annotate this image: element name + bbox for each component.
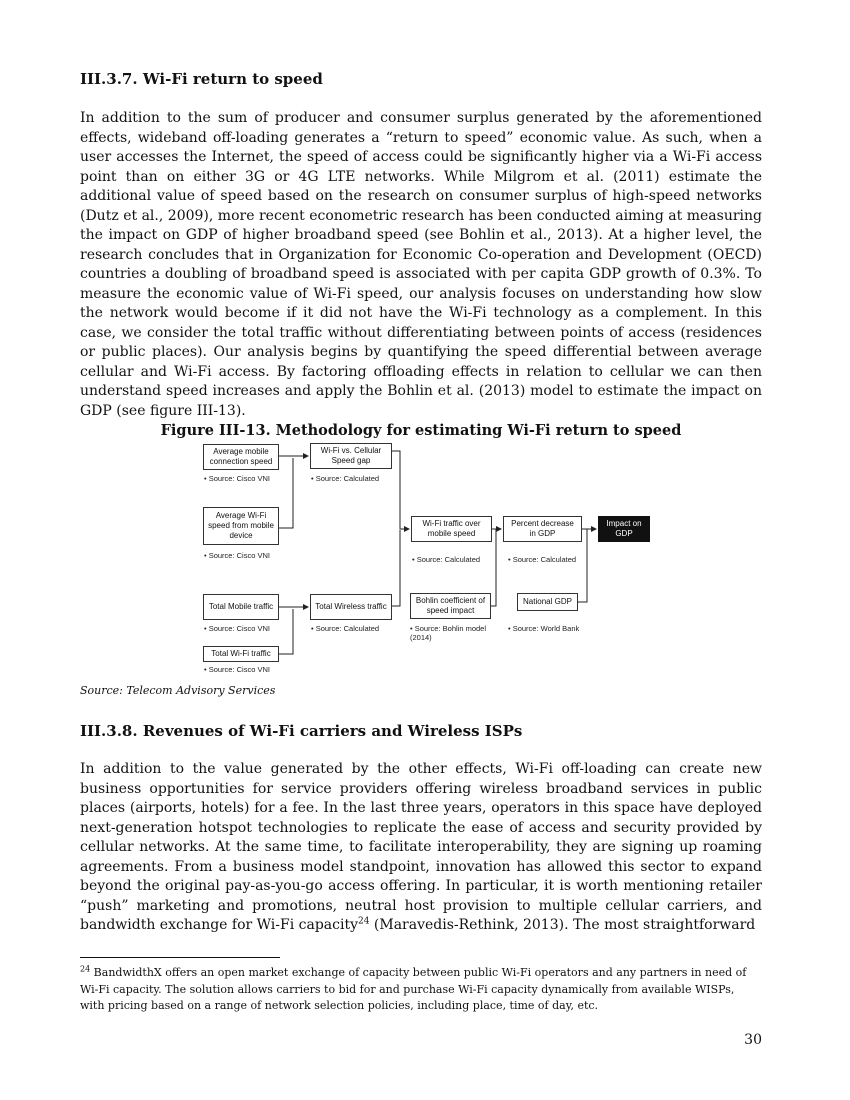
footnote-24: [80, 965, 762, 1015]
source-wifi-vs-cellular-speed-gap: • Source: Calculated: [311, 474, 380, 483]
figure-source-note: Source: Telecom Advisory Services: [80, 684, 276, 697]
source-bohlin-coefficient: • Source: Bohlin model (2014): [410, 624, 486, 642]
source-average-mobile-connection-speed: • Source: Cisco VNI: [204, 474, 270, 483]
box-average-mobile-connection-speed: Average mobile connection speed: [203, 444, 279, 470]
source-total-mobile-traffic: • Source: Cisco VNI: [204, 624, 270, 633]
box-national-gdp: National GDP: [517, 593, 578, 611]
footnote-number: 24: [80, 964, 91, 974]
box-bohlin-coefficient: Bohlin coefficient of speed impact: [410, 593, 491, 619]
figure-title: Figure III-13. Methodology for estimating Wi-Fi return to speed: [160, 422, 682, 439]
source-wifi-traffic-over-mobile-speed: • Source: Calculated: [412, 555, 481, 564]
box-wifi-vs-cellular-speed-gap: Wi-Fi vs. Cellular Speed gap: [310, 443, 392, 469]
source-total-wifi-traffic: • Source: Cisco VNI: [204, 665, 270, 674]
arrow-gap-to-wifi-traffic: [392, 451, 409, 529]
methodology-flow-diagram: [195, 440, 655, 680]
source-total-wireless-traffic: • Source: Calculated: [311, 624, 380, 633]
box-total-mobile-traffic: Total Mobile traffic: [203, 594, 279, 620]
section-heading-wifi-return-to-speed: III.3.7. Wi-Fi return to speed: [80, 70, 323, 88]
paragraph-text-main: In addition to the value generated by the other effects, Wi-Fi off-loading can create new business opportunities for service providers offering wireless broadband services in public places (airports, hotels) for a fee. In the last three years, operators in this space have deployed next-generation hotspot technologies to replicate the ease of access and security provided by cellular networks. At the same time, to facilitate interoperability, they are signing up roaming agreements. From a business model standpoint, innovation has allowed this sector to expand beyond the original pay-as-you-go access offering. In particular, it is worth mentioning retailer “push” marketing and promotions, neutral host provision to multiple cellular carriers, and bandwidth exchange for Wi-Fi capacity: [80, 761, 762, 933]
line-wireless-to-wifi-traffic: [392, 530, 400, 606]
box-total-wifi-traffic: Total Wi-Fi traffic: [203, 646, 279, 662]
line-avg-wifi-to-gap: [279, 458, 293, 528]
box-wifi-traffic-over-mobile-speed: Wi-Fi traffic over mobile speed: [411, 516, 492, 542]
section-heading-revenues-wifi-carriers: III.3.8. Revenues of Wi-Fi carriers and Wireless ISPs: [80, 722, 523, 740]
paragraph-text-tail: (Maravedis-Rethink, 2013). The most straightforward: [369, 917, 756, 933]
box-impact-on-gdp: Impact on GDP: [598, 516, 650, 542]
footnote-text: BandwidthX offers an open market exchange of capacity between public Wi-Fi operators and any partners in need of Wi-Fi capacity. The solution allows carriers to bid for and purchase Wi-Fi capacity dynamically from available WISPs, with pricing based on a range of network selection policies, including place, time of day, etc.: [80, 966, 747, 1012]
footnote-divider: [80, 957, 280, 958]
box-total-wireless-traffic: Total Wireless traffic: [310, 594, 392, 620]
line-total-wifi-to-wireless: [279, 609, 293, 654]
footnote-reference-24: 24: [358, 916, 370, 927]
box-percent-decrease-in-gdp: Percent decrease in GDP: [503, 516, 582, 542]
source-national-gdp: • Source: World Bank: [508, 624, 580, 633]
page-number: 30: [744, 1032, 762, 1048]
source-average-wifi-speed: • Source: Cisco VNI: [204, 551, 270, 560]
box-average-wifi-speed: Average Wi-Fi speed from mobile device: [203, 507, 279, 545]
body-paragraph-revenues-wifi-carriers: [80, 760, 762, 936]
source-percent-decrease-in-gdp: • Source: Calculated: [508, 555, 577, 564]
body-paragraph-wifi-return-to-speed: In addition to the sum of producer and consumer surplus generated by the aforementioned effects, wideband off-loading generates a “return to speed” economic value. As such, when a user accesses the Internet, the speed of access could be significantly higher via a Wi-Fi access point than on either 3G or 4G LTE networks. While Milgrom et al. (2011) estimate the additional value of speed based on the research on consumer surplus of high-speed networks (Dutz et al., 2009), more recent econometric research has been conducted aiming at measuring the impact on GDP of higher broadband speed (see Bohlin et al., 2013). At a higher level, the research concludes that in Organization for Economic Co-operation and Development (OECD) countries a doubling of broadband speed is associated with per capita GDP growth of 0.3%. To measure the economic value of Wi-Fi speed, our analysis focuses on understanding how slow the network would become if it did not have the Wi-Fi technology as a complement. In this case, we consider the total traffic without differentiating between points of access (residences or public places). Our analysis begins by quantifying the speed differential between average cellular and Wi-Fi access. By factoring offloading effects in relation to cellular we can then understand speed increases and apply the Bohlin et al. (2013) model to estimate the impact on GDP (see figure III-13).: [80, 110, 762, 419]
